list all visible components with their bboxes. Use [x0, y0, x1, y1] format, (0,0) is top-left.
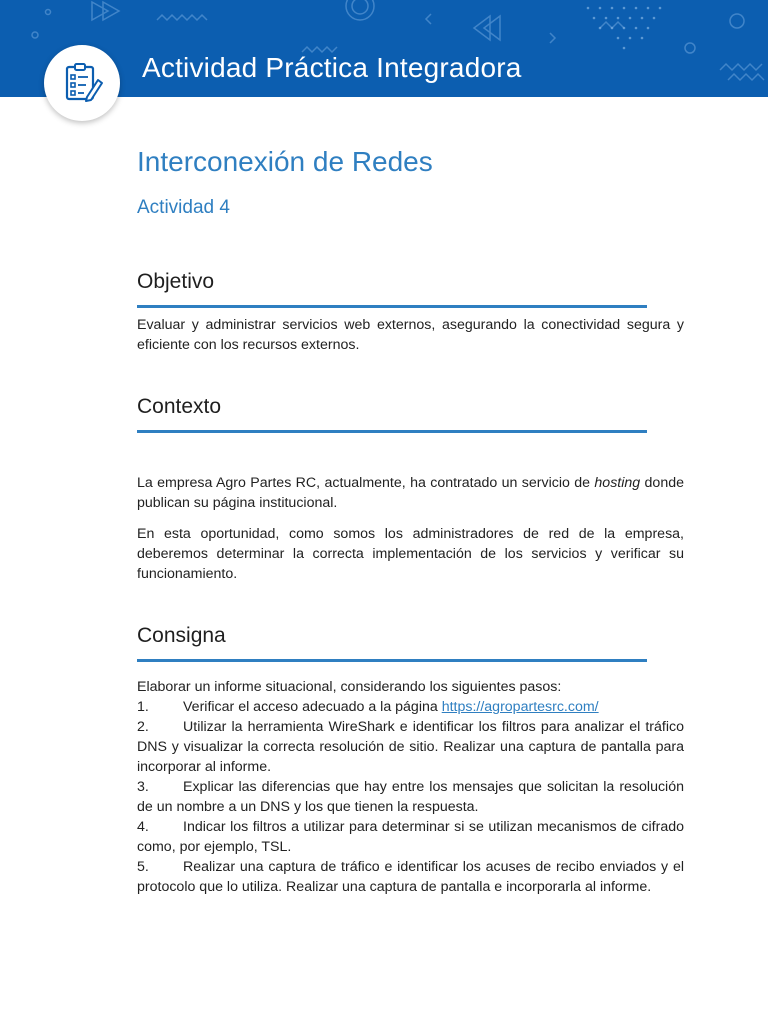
step-number: 4.: [137, 819, 149, 835]
step-text: Verificar el acceso adecuado a la página: [183, 699, 442, 715]
document-subtitle: Actividad 4: [137, 197, 230, 218]
hosting-emphasis: hosting: [594, 475, 641, 491]
list-item: [137, 777, 684, 817]
contexto-text-end: donde publican su página institucional.: [137, 475, 684, 511]
document-title: Interconexión de Redes: [137, 146, 433, 177]
section-divider: [137, 430, 647, 433]
list-item: [137, 697, 684, 717]
contexto-text-start: La empresa Agro Partes RC, actualmente, ha contratado un servicio de: [137, 475, 595, 491]
header-title: Actividad Práctica Integradora: [142, 52, 522, 83]
objetivo-text: Evaluar y administrar servicios web externos, asegurando la conectividad segura y eficiente con los recursos externos.: [137, 317, 684, 353]
step-text: Realizar una captura de tráfico e identificar los acuses de recibo enviados y el protocolo que lo utiliza. Realizar una captura de pantalla e incorporarla al informe.: [137, 859, 684, 895]
section-heading-contexto: Contexto: [137, 395, 222, 418]
consigna-intro: Elaborar un informe situacional, considerando los siguientes pasos:: [137, 679, 562, 695]
section-heading-objetivo: Objetivo: [137, 270, 215, 293]
agropartes-link[interactable]: https://agropartesrc.com/: [441, 699, 599, 715]
checklist-document-icon: [58, 59, 106, 107]
step-text: Explicar las diferencias que hay entre los mensajes que solicitan la resolución de un nombre a un DNS y los que tienen la respuesta.: [137, 779, 684, 815]
contexto-paragraph-1: [137, 473, 684, 513]
step-number: 2.: [137, 719, 149, 735]
consigna-steps: [137, 677, 684, 897]
activity-logo: [44, 45, 120, 121]
contexto-paragraph-2: En esta oportunidad, como somos los administradores de red de la empresa, deberemos determinar la correcta implementación de los servicios y verificar su funcionamiento.: [137, 526, 684, 582]
step-text: Utilizar la herramienta WireShark e identificar los filtros para analizar el tráfico DNS y visualizar la correcta resolución de sitio. Realizar una captura de pantalla para incorporar al informe.: [137, 719, 684, 775]
step-text: Indicar los filtros a utilizar para determinar si se utilizan mecanismos de cifrado como, por ejemplo, TSL.: [137, 819, 684, 855]
section-heading-consigna: Consigna: [137, 624, 226, 647]
step-number: 3.: [137, 779, 149, 795]
list-item: [137, 817, 684, 857]
step-number: 1.: [137, 699, 149, 715]
step-number: 5.: [137, 859, 149, 875]
list-item: [137, 717, 684, 777]
section-divider: [137, 305, 647, 308]
list-item: [137, 857, 684, 897]
section-divider: [137, 659, 647, 662]
